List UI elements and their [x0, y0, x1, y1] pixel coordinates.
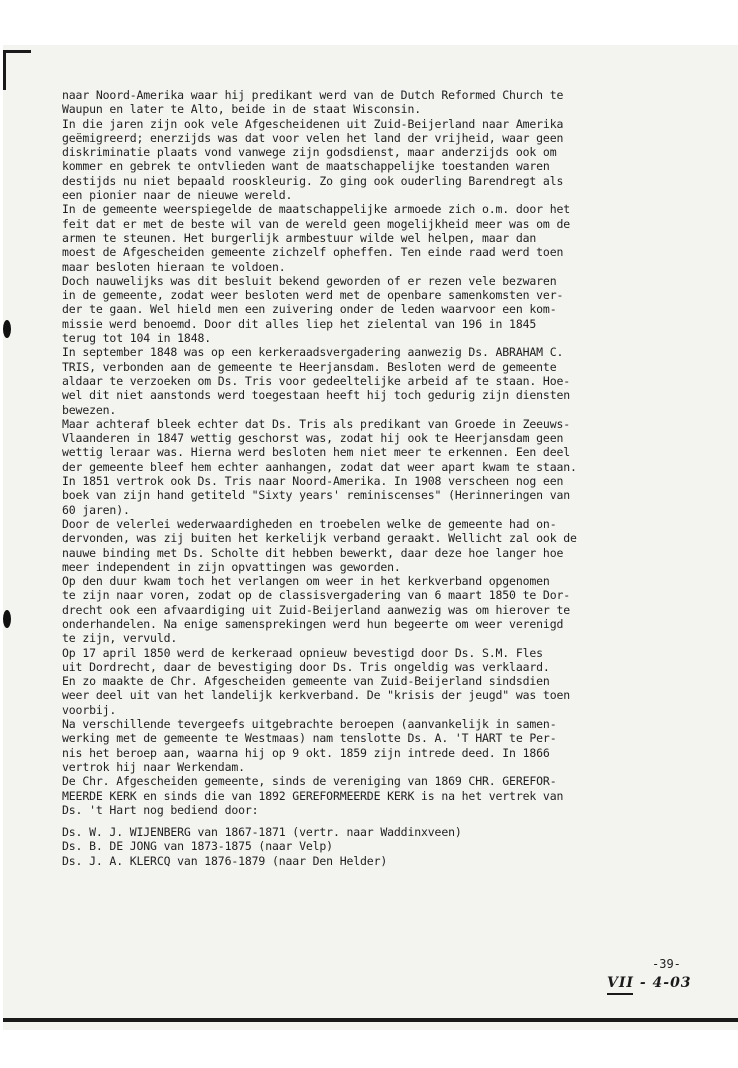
text-line: Door de velerlei wederwaardigheden en troebelen welke de gemeente had on- — [62, 516, 557, 531]
text-line: In 1851 vertrok ook Ds. Tris naar Noord-Amerika. In 1908 verscheen nog een — [62, 474, 564, 489]
text-line: missie werd benoemd. Door dit alles liep het zielental van 196 in 1845 — [62, 316, 537, 331]
text-line: Op den duur kwam toch het verlangen om weer in het kerkverband opgenomen — [62, 574, 550, 589]
text-line: MEERDE KERK en sinds die van 1892 GEREFORMEERDE KERK is na het vertrek van — [62, 788, 564, 803]
text-line: boek van zijn hand getiteld "Sixty years' reminiscenses" (Herinneringen van — [62, 488, 571, 503]
text-line: feit dat er met de beste wil van de wereld geen mogelijkheid meer was om de — [62, 216, 571, 231]
text-line: 60 jaren). — [62, 502, 130, 517]
text-line: In die jaren zijn ook vele Afgescheidenen uit Zuid-Beijerland naar Amerika — [62, 116, 564, 131]
minister-list-item: Ds. W. J. WIJENBERG van 1867-1871 (vertr. naar Waddinxveen) — [62, 825, 462, 840]
punch-hole — [3, 320, 11, 338]
text-line: wettig leraar was. Hierna werd besloten hem niet meer te erkennen. Een deel — [62, 445, 571, 460]
text-line: aldaar te verzoeken om Ds. Tris voor gedeeltelijke arbeid af te staan. Hoe- — [62, 373, 571, 388]
text-line: terug tot 104 in 1848. — [62, 331, 212, 346]
list-spacer — [62, 817, 712, 825]
text-line: Vlaanderen in 1847 wettig geschorst was, zodat hij ook te Heerjansdam geen — [62, 431, 564, 446]
text-line: dervonden, was zij buiten het kerkelijk verband geraakt. Wellicht zal ook de — [62, 531, 577, 546]
text-line: der gemeente bleef hem echter aanhangen, zodat dat weer apart kwam te staan. — [62, 459, 577, 474]
text-line: moest de Afgescheiden gemeente zichzelf opheffen. Ten einde raad werd toen — [62, 245, 564, 260]
minister-list-item: Ds. B. DE JONG van 1873-1875 (naar Velp) — [62, 839, 333, 854]
text-line: meer independent in zijn opvattingen was geworden. — [62, 559, 401, 574]
body-text — [62, 88, 712, 868]
text-line: Na verschillende tevergeefs uitgebrachte beroepen (aanvankelijk in samen- — [62, 717, 557, 732]
text-line: drecht ook een afvaardiging uit Zuid-Beijerland aanwezig was om hierover te — [62, 602, 571, 617]
text-line: te zijn naar voren, zodat op de classisvergadering van 6 maart 1850 te Dor- — [62, 588, 571, 603]
text-line: In september 1848 was op een kerkeraadsvergadering aanwezig Ds. ABRAHAM C. — [62, 345, 564, 360]
archive-stamp: VII - 4-03 — [607, 975, 692, 991]
text-line: armen te steunen. Het burgerlijk armbestuur wilde wel helpen, maar dan — [62, 230, 537, 245]
scan-edge-left — [3, 50, 6, 90]
text-line: onderhandelen. Na enige samensprekingen werd hun begeerte om weer verenigd — [62, 616, 564, 631]
minister-list-item: Ds. J. A. KLERCQ van 1876-1879 (naar Den Helder) — [62, 853, 388, 868]
text-line: in de gemeente, zodat weer besloten werd met de openbare samenkomsten ver- — [62, 288, 564, 303]
text-line: een pionier naar de nieuwe wereld. — [62, 188, 293, 203]
text-line: der te gaan. Wel hield men een zuivering onder de leden waarvoor een kom- — [62, 302, 557, 317]
text-line: naar Noord-Amerika waar hij predikant werd van de Dutch Reformed Church te — [62, 88, 564, 102]
text-line: TRIS, verbonden aan de gemeente te Heerjansdam. Besloten werd de gemeente — [62, 359, 557, 374]
text-line: weer deel uit van het landelijk kerkverband. De "krisis der jeugd" was toen — [62, 688, 571, 703]
scan-edge-top — [3, 50, 31, 53]
text-line: nauwe binding met Ds. Scholte dit hebben bewerkt, daar deze hoe langer hoe — [62, 545, 564, 560]
stamp-underline — [607, 993, 633, 995]
text-line: destijds nu niet bepaald rooskleurig. Zo ging ook ouderling Barendregt als — [62, 173, 564, 188]
text-line: wel dit niet aanstonds werd toegestaan heeft hij toch gedurig zijn diensten — [62, 388, 571, 403]
text-line: vertrok hij naar Werkendam. — [62, 759, 245, 774]
text-line: bewezen. — [62, 402, 117, 417]
text-line: Op 17 april 1850 werd de kerkeraad opnieuw bevestigd door Ds. S.M. Fles — [62, 645, 543, 660]
text-line: En zo maakte de Chr. Afgescheiden gemeente van Zuid-Beijerland sindsdien — [62, 674, 550, 689]
text-line: nis het beroep aan, waarna hij op 9 okt. 1859 zijn intrede deed. In 1866 — [62, 745, 550, 760]
text-line: voorbij. — [62, 702, 117, 717]
text-line: De Chr. Afgescheiden gemeente, sinds de vereniging van 1869 CHR. GEREFOR- — [62, 774, 557, 789]
text-line: Maar achteraf bleek echter dat Ds. Tris als predikant van Groede in Zeeuws- — [62, 416, 571, 431]
text-line: werking met de gemeente te Westmaas) nam tenslotte Ds. A. 'T HART te Per- — [62, 731, 557, 746]
text-line: uit Dordrecht, daar de bevestiging door Ds. Tris ongeldig was verklaard. — [62, 659, 550, 674]
text-line: maar besloten hieraan te voldoen. — [62, 259, 286, 274]
text-line: Ds. 't Hart nog bediend door: — [62, 802, 259, 817]
text-line: geëmigreerd; enerzijds was dat voor velen het land der vrijheid, waar geen — [62, 130, 564, 145]
text-line: kommer en gebrek te ontvlieden want de maatschappelijke toestanden waren — [62, 159, 550, 174]
scan-edge-bottom — [3, 1018, 738, 1022]
text-line: In de gemeente weerspiegelde de maatschappelijke armoede zich o.m. door het — [62, 202, 571, 217]
punch-hole — [3, 610, 11, 628]
text-line: diskriminatie plaats vond vanwege zijn godsdienst, maar anderzijds ook om — [62, 145, 557, 160]
text-line: te zijn, vervuld. — [62, 631, 178, 646]
text-line: Waupun en later te Alto, beide in de staat Wisconsin. — [62, 102, 422, 117]
text-line: Doch nauwelijks was dit besluit bekend geworden of er rezen vele bezwaren — [62, 273, 557, 288]
page-number: -39- — [652, 957, 681, 971]
